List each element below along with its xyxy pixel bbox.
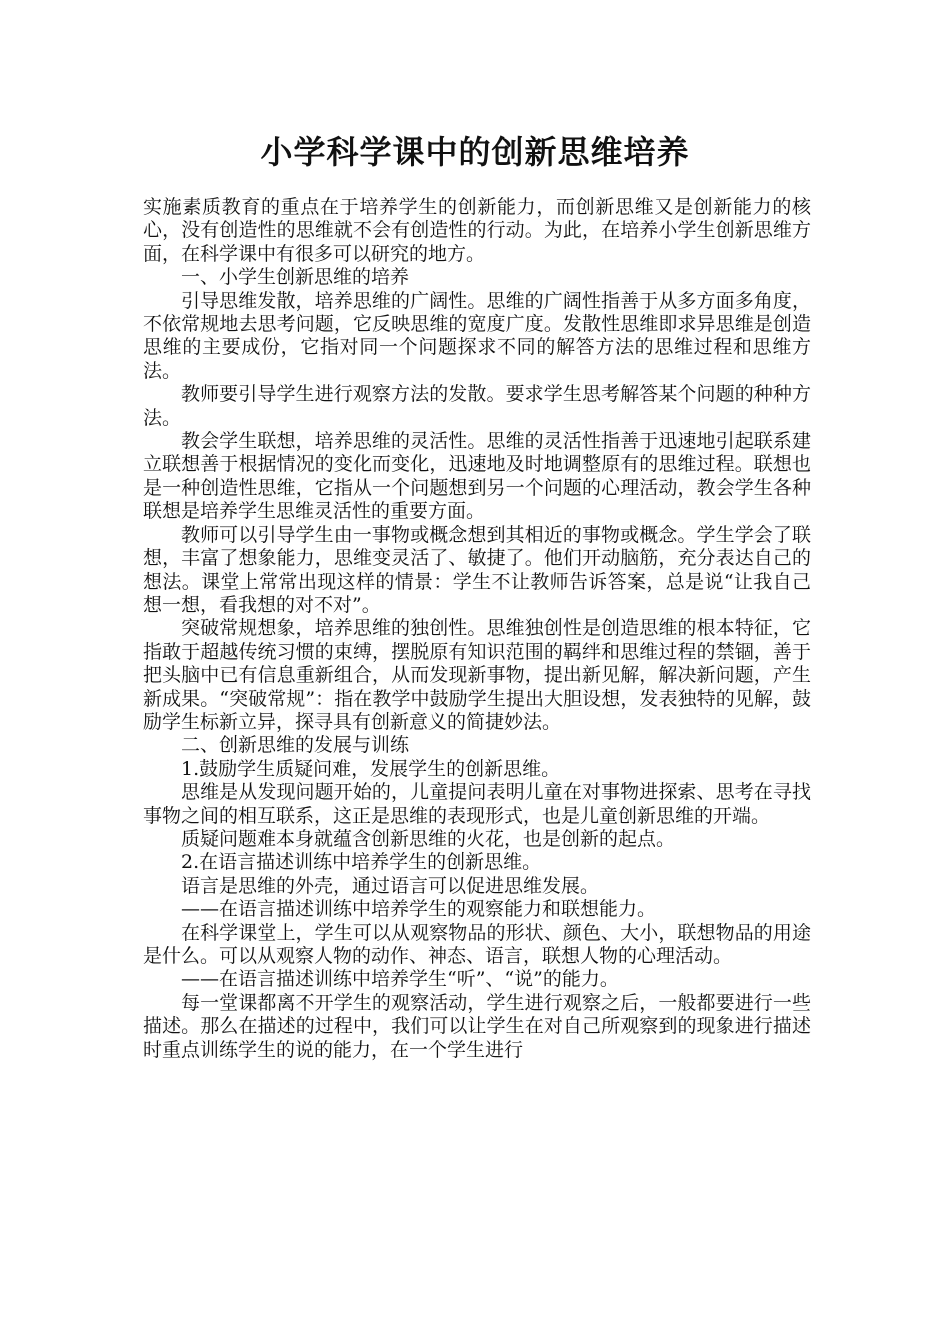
paragraph: 每一堂课都离不开学生的观察活动，学生进行观察之后，一般都要进行一些描述。那么在描述的过程中，我们可以让学生在对自己所观察到的现象进行描述时重点训练学生的说的能力，在一个学生进行 (143, 991, 811, 1061)
subheading: 1.鼓励学生质疑问难，发展学生的创新思维。 (181, 757, 561, 780)
paragraph: 教师要引导学生进行观察方法的发散。要求学生思考解答某个问题的种种方法。 (143, 383, 811, 429)
paragraph: 思维是从发现问题开始的，儿童提问表明儿童在对事物进探索、思考在寻找事物之间的相互联系，这正是思维的表现形式，也是儿童创新思维的开端。 (143, 781, 811, 827)
paragraph: 教师可以引导学生由一事物或概念想到其相近的事物或概念。学生学会了联想，丰富了想象能力，思维变灵活了、敏捷了。他们开动脑筋，充分表达自己的想法。课堂上常常出现这样的情景：学生不让教师告诉答案，总是说“让我自己想一想，看我想的对不对”。 (143, 523, 811, 616)
paragraph: 实施素质教育的重点在于培养学生的创新能力，而创新思维又是创新能力的核心，没有创造性的思维就不会有创造性的行动。为此，在培养小学生创新思维方面，在科学课中有很多可以研究的地方。 (143, 196, 811, 265)
paragraph: 教会学生联想，培养思维的灵活性。思维的灵活性指善于迅速地引起联系建立联想善于根据情况的变化而变化，迅速地及时地调整原有的思维过程。联想也是一种创造性思维，它指从一个问题想到另一个问题的心理活动，教会学生各种联想是培养学生思维灵活性的重要方面。 (143, 430, 811, 523)
section-heading: 二、创新思维的发展与训练 (181, 734, 410, 757)
paragraph: ——在语言描述训练中培养学生的观察能力和联想能力。 (181, 898, 657, 921)
subheading: 2.在语言描述训练中培养学生的创新思维。 (181, 851, 542, 874)
paragraph: 突破常规想象，培养思维的独创性。思维独创性是创造思维的根本特征，它指敢于超越传统习惯的束缚，摆脱原有知识范围的羁绊和思维过程的禁锢，善于把头脑中已有信息重新组合，从而发现新事物，提出新见解，解决新问题，产生新成果。“突破常规”：指在教学中鼓励学生提出大胆设想，发表独特的见解，鼓励学生标新立异，探寻具有创新意义的简捷妙法。 (143, 617, 811, 733)
paragraph: ——在语言描述训练中培养学生“听”、“说”的能力。 (181, 968, 619, 991)
section-heading: 一、小学生创新思维的培养 (181, 266, 410, 289)
paragraph: 在科学课堂上，学生可以从观察物品的形状、颜色、大小，联想物品的用途是什么。可以从观察人物的动作、神态、语言，联想人物的心理活动。 (143, 921, 811, 967)
paragraph: 引导思维发散，培养思维的广阔性。思维的广阔性指善于从多方面多角度，不依常规地去思考问题，它反映思维的宽度广度。发散性思维即求异思维是创造思维的主要成份，它指对同一个问题探求不同的解答方法的思维过程和思维方法。 (143, 289, 811, 382)
paragraph: 质疑问题难本身就蕴含创新思维的火花，也是创新的起点。 (181, 827, 676, 850)
paragraph: 语言是思维的外壳，通过语言可以促进思维发展。 (181, 874, 600, 897)
document-body (143, 196, 811, 1062)
document-title: 小学科学课中的创新思维培养 (260, 133, 690, 171)
